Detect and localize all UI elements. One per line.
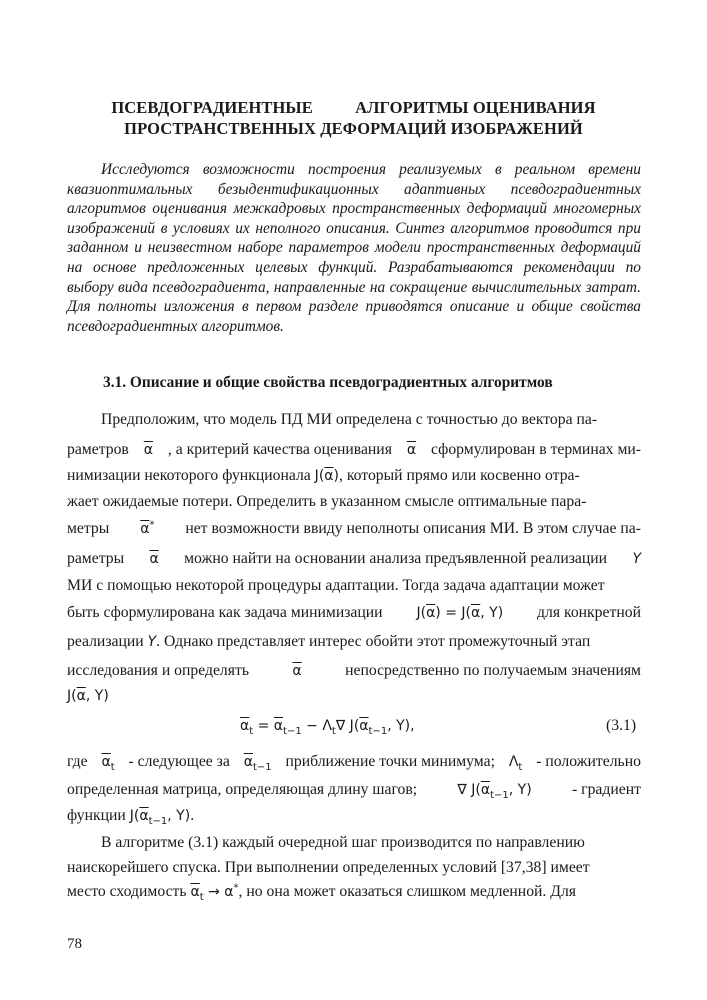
functional-J-alpha: $J(\overline{\alpha})$ — [314, 468, 339, 484]
alpha-bar-symbol: $\overline{\alpha}$ — [143, 442, 153, 458]
body-line: определенная матрица, определяющая длину шагов; ∇ $J(\overline{\alpha}_{t-1}$, Y) - градиент — [67, 781, 641, 801]
body-line: место сходимость $\overline{\alpha}_t \to \alpha^*$, но она может оказаться слишком медленной. Для — [67, 882, 577, 903]
body-line: В алгоритме (3.1) каждый очередной шаг производится по направлению — [101, 834, 585, 851]
Y-symbol: Y — [147, 634, 157, 650]
body-line: наискорейшего спуска. При выполнении определенных условий [37,38] имеет — [67, 859, 590, 876]
page-number: 78 — [67, 936, 82, 952]
alpha-bar-symbol: $\overline{\alpha}$ — [292, 663, 302, 679]
minimization-formula: $J(\overline{\alpha}) = J(\overline{\alpha}$, Y) — [416, 605, 504, 621]
alpha-star-symbol: $\overline{\alpha}^*$ — [140, 519, 155, 537]
body-line: раметров $\overline{\alpha}$ , а критерий качества оценивания $\overline{\alpha}$ сформулирован в терминах ми- — [67, 441, 641, 458]
body-line — [67, 686, 641, 706]
gradient-expression: ∇ $J(\overline{\alpha}_{t-1}$, Y) — [457, 782, 532, 801]
body-line: где $\overline{\alpha}_t$ - следующее за $\overline{\alpha}_{t-1}$ приближение точки минимума; $\Lambda_t$ - положительно — [67, 753, 641, 773]
alpha-bar-symbol: $\overline{\alpha}$ — [406, 442, 417, 458]
body-line: МИ с помощью некоторой процедуры адаптации. Тогда задача адаптации может — [67, 577, 605, 594]
functional-J-alpha-Y: $J(\overline{\alpha}$, Y) — [67, 688, 109, 704]
body-line: реализации Y. Однако представляет интерес обойти этот промежуточный этап — [67, 633, 591, 650]
body-line: метры $\overline{\alpha}^*$ нет возможности ввиду неполноты описания МИ. В этом случае па- — [67, 519, 641, 537]
body-line: функции $J(\overline{\alpha}_{t-1}$, Y). — [67, 807, 195, 827]
body-line: Предположим, что модель ПД МИ определена с точностью до вектора па- — [101, 411, 598, 428]
Y-symbol: Y — [632, 551, 641, 567]
body-line: исследования и определять $\overline{\alpha}$ непосредственно по получаемым значениям — [67, 662, 641, 679]
convergence-expression: $\overline{\alpha}_t \to \alpha^*$ — [190, 882, 239, 903]
equation-3-1: $\overline{\alpha}_t = \overline{\alpha}_{t-1} - \Lambda_t\nabla$ $J(\overline{\alpha}_{t-1}$, Y), — [240, 718, 415, 737]
body-line: раметры $\overline{\alpha}$ можно найти на основании анализа предъявленной реализации Y — [67, 550, 641, 567]
body-line: жает ожидаемые потери. Определить в указанном смысле оптимальные пара- — [67, 493, 587, 510]
equation-number: (3.1) — [606, 717, 637, 734]
paper-title — [60, 97, 647, 139]
title-line-1: ПСЕВДОГРАДИЕНТНЫЕ АЛГОРИТМЫ ОЦЕНИВАНИЯ — [111, 98, 596, 117]
body-line: быть сформулирована как задача минимизации $J(\overline{\alpha}) = J(\overline{\alpha}$, Y) для конкретной — [67, 604, 641, 621]
title-line-2: ПРОСТРАНСТВЕННЫХ ДЕФОРМАЦИЙ ИЗОБРАЖЕНИЙ — [124, 119, 583, 138]
section-heading: 3.1. Описание и общие свойства псевдоградиентных алгоритмов — [103, 374, 553, 391]
abstract: Исследуются возможности построения реализуемых в реальном времени квазиоптимальных безыдентификационных адаптивных псевдоградиентных алгоритмов оценивания межкадровых пространственных деформаций многомерных изображений в условиях их неполного описания. Синтез алгоритмов проводится при заданном и неизвестном наборе параметров модели пространственных деформаций на основе предложенных целевых функций. Разрабатываются рекомендации по выбору вида псевдоградиента, направленные на сокращение вычислительных затрат. Для полноты изложения в первом разделе приводятся описание и общие свойства псевдоградиентных алгоритмов. — [67, 161, 641, 335]
alpha-bar-symbol: $\overline{\alpha}$ — [149, 551, 159, 567]
body-line: нимизации некоторого функционала $J(\overline{\alpha})$, который прямо или косвенно отра- — [67, 467, 580, 484]
